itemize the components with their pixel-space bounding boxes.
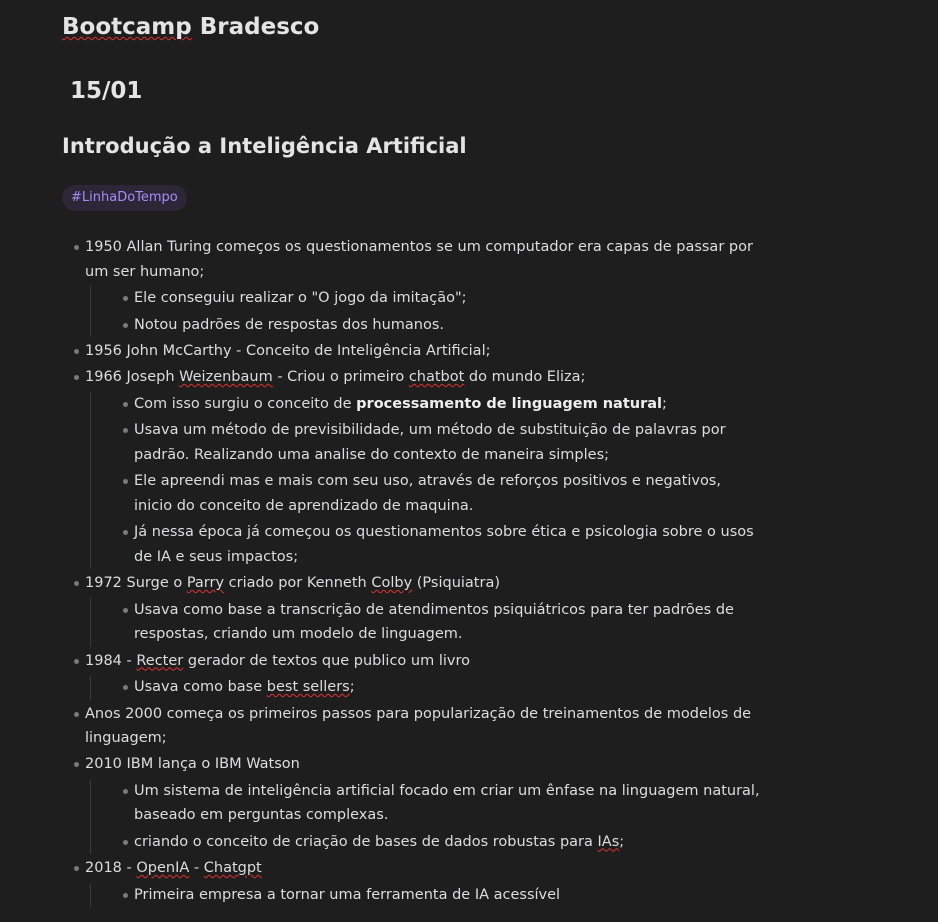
- list-item-text: [85, 575, 500, 591]
- misspelled-word: Weizenbaum: [179, 369, 273, 385]
- list-item[interactable]: [72, 339, 762, 364]
- sub-list-item[interactable]: [121, 675, 762, 700]
- sub-list-item-text: [134, 396, 667, 412]
- sub-list-item-text: Um sistema de inteligência artificial focado em criar um ênfase na linguagem natural, baseado em perguntas complexas.: [134, 782, 760, 823]
- list-item[interactable]: [72, 856, 762, 907]
- text-fragment: do mundo Eliza;: [464, 369, 586, 385]
- sub-list-item-text: [134, 679, 355, 695]
- misspelled-word: Colby: [371, 575, 413, 591]
- sub-list-item-text: Notou padrões de respostas dos humanos.: [134, 316, 445, 333]
- text-fragment: 1984 -: [85, 652, 137, 669]
- sub-list-item[interactable]: [121, 598, 762, 647]
- text-fragment: criado por Kenneth: [224, 575, 372, 591]
- text-fragment: ;: [619, 833, 625, 850]
- sub-list-item-text: Primeira empresa a tornar uma ferramenta de IA acessível: [134, 886, 561, 903]
- sub-list: [85, 286, 762, 337]
- list-item[interactable]: [72, 752, 762, 854]
- tag-linhadotempo[interactable]: #LinhaDoTempo: [62, 185, 187, 211]
- sub-list: [85, 883, 762, 908]
- sub-list-item[interactable]: [121, 779, 762, 828]
- text-fragment: Usava como base: [134, 679, 267, 695]
- note-title-word-2: Bradesco: [199, 14, 320, 40]
- text-fragment: gerador de textos que publico um livro: [183, 652, 470, 669]
- list-item[interactable]: [72, 571, 762, 647]
- sub-list-item[interactable]: [121, 830, 762, 855]
- date-heading[interactable]: 15/01: [70, 78, 143, 104]
- misspelled-word: chatbot: [408, 369, 465, 385]
- text-fragment: criando o conceito de criação de bases de dados robustas para: [134, 833, 598, 850]
- text-fragment: - Criou o primeiro: [272, 369, 409, 385]
- misspelled-word: Parry: [186, 575, 225, 591]
- text-fragment: Com isso surgiu o conceito de: [134, 395, 357, 412]
- note-title-word-1: Bootcamp: [62, 14, 192, 40]
- sub-list-item-text: [134, 834, 624, 850]
- sub-list-item[interactable]: [121, 883, 762, 908]
- sub-list-item[interactable]: [121, 520, 762, 569]
- list-item-text: [85, 860, 262, 876]
- sub-list: [85, 779, 762, 855]
- list-item-text: [85, 653, 470, 669]
- list-item[interactable]: [72, 649, 762, 700]
- list-item-text: 1956 John McCarthy - Conceito de Inteligência Artificial;: [85, 343, 491, 359]
- sub-list-item-text: Já nessa época já começou os questionamentos sobre ética e psicologia sobre o usos de IA e seus impactos;: [134, 524, 754, 565]
- misspelled-word: Recter: [136, 652, 184, 669]
- sub-list-item-text: Ele conseguiu realizar o "O jogo da imitação";: [134, 290, 467, 306]
- text-fragment: 2018 -: [85, 860, 137, 876]
- list-item[interactable]: [72, 365, 762, 569]
- sub-list-item[interactable]: [121, 286, 762, 311]
- sub-list: [85, 675, 762, 700]
- note-title[interactable]: [62, 14, 319, 40]
- misspelled-word: OpenIA: [136, 860, 190, 876]
- sub-list-item-text: Ele apreendi mas e mais com seu uso, através de reforços positivos e negativos, inicio do conceito de aprendizado de maquina.: [134, 473, 721, 514]
- sub-list-item[interactable]: [121, 392, 762, 417]
- list-item[interactable]: [72, 235, 762, 337]
- list-item[interactable]: [72, 702, 762, 751]
- text-fragment: ;: [349, 679, 355, 695]
- list-item-text: Anos 2000 começa os primeiros passos para popularização de treinamentos de modelos de linguagem;: [85, 705, 752, 746]
- text-fragment: 1972 Surge o: [85, 575, 187, 591]
- misspelled-word: IAs: [597, 833, 620, 850]
- sub-list-item[interactable]: [121, 313, 762, 338]
- sub-list-item[interactable]: [121, 469, 762, 518]
- bold-text: processamento de linguagem natural: [356, 395, 662, 412]
- misspelled-word: best sellers: [266, 679, 350, 695]
- sub-list-item[interactable]: [121, 418, 762, 467]
- list-item-text: 1950 Allan Turing começos os questionamentos se um computador era capas de passar por um ser humano;: [85, 239, 753, 280]
- sub-list: [85, 598, 762, 647]
- sub-list-item-text: Usava um método de previsibilidade, um método de substituição de palavras por padrão. Realizando uma analise do contexto de maneira simples;: [134, 422, 726, 463]
- text-fragment: 1966 Joseph: [85, 369, 180, 385]
- section-heading[interactable]: Introdução a Inteligência Artificial: [62, 134, 467, 158]
- sub-list-item-text: Usava como base a transcrição de atendimentos psiquiátricos para ter padrões de respostas, criando um modelo de linguagem.: [134, 601, 734, 642]
- list-item-text: 2010 IBM lança o IBM Watson: [85, 756, 300, 772]
- list-item-text: [85, 369, 585, 385]
- misspelled-word: Chatgpt: [203, 860, 262, 876]
- sub-list: [85, 392, 762, 570]
- text-fragment: (Psiquiatra): [412, 575, 500, 591]
- text-fragment: -: [189, 860, 204, 876]
- text-fragment: ;: [662, 395, 667, 412]
- timeline-list: [72, 235, 762, 909]
